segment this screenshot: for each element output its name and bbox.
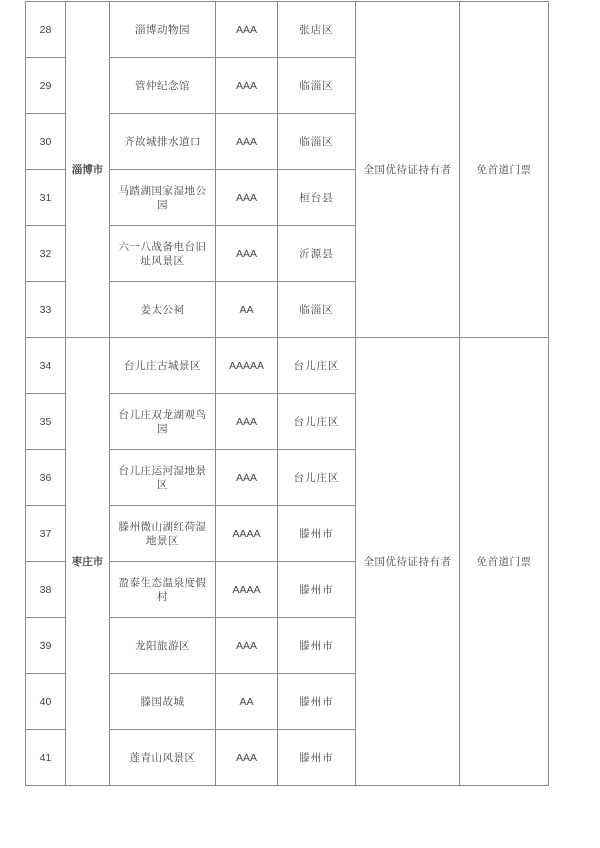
scenic-grade: AAA — [216, 450, 278, 506]
policy-cell: 免首道门票 — [460, 2, 549, 338]
row-number: 37 — [26, 506, 66, 562]
eligible-target-cell: 全国优待证持有者 — [356, 2, 460, 338]
district-cell: 桓台县 — [278, 170, 356, 226]
scenic-grade: AA — [216, 282, 278, 338]
scenic-name: 龙阳旅游区 — [110, 618, 216, 674]
row-number: 28 — [26, 2, 66, 58]
row-number: 39 — [26, 618, 66, 674]
scenic-name: 马踏湖国家湿地公园 — [110, 170, 216, 226]
scenic-name: 齐故城排水道口 — [110, 114, 216, 170]
district-cell: 滕州市 — [278, 618, 356, 674]
district-cell: 临淄区 — [278, 114, 356, 170]
city-cell: 淄博市 — [66, 2, 110, 338]
table-row — [26, 2, 549, 58]
scenic-grade: AAAA — [216, 562, 278, 618]
scenic-grade: AAA — [216, 730, 278, 786]
district-cell: 台儿庄区 — [278, 338, 356, 394]
scenic-grade: AAA — [216, 394, 278, 450]
scenic-name: 台儿庄古城景区 — [110, 338, 216, 394]
scenic-grade: AAAAA — [216, 338, 278, 394]
scenic-name: 六一八战备电台旧址风景区 — [110, 226, 216, 282]
row-number: 40 — [26, 674, 66, 730]
row-number: 41 — [26, 730, 66, 786]
scenic-name: 台儿庄双龙湖观鸟园 — [110, 394, 216, 450]
scenic-name: 姜太公祠 — [110, 282, 216, 338]
scenic-grade: AAA — [216, 226, 278, 282]
row-number: 36 — [26, 450, 66, 506]
scenic-name: 盈泰生态温泉度假村 — [110, 562, 216, 618]
district-cell: 滕州市 — [278, 730, 356, 786]
table-row — [26, 338, 549, 394]
district-cell: 张店区 — [278, 2, 356, 58]
row-number: 38 — [26, 562, 66, 618]
row-number: 30 — [26, 114, 66, 170]
district-cell: 滕州市 — [278, 674, 356, 730]
scenic-name: 滕州微山湖红荷湿地景区 — [110, 506, 216, 562]
district-cell: 沂源县 — [278, 226, 356, 282]
scenic-grade: AAA — [216, 58, 278, 114]
scenic-name: 淄博动物园 — [110, 2, 216, 58]
row-number: 34 — [26, 338, 66, 394]
district-cell: 临淄区 — [278, 58, 356, 114]
row-number: 33 — [26, 282, 66, 338]
district-cell: 台儿庄区 — [278, 450, 356, 506]
district-cell: 滕州市 — [278, 562, 356, 618]
row-number: 35 — [26, 394, 66, 450]
eligible-target-cell: 全国优待证持有者 — [356, 338, 460, 786]
row-number: 31 — [26, 170, 66, 226]
scenic-spots-table — [25, 1, 549, 786]
city-cell: 枣庄市 — [66, 338, 110, 786]
row-number: 32 — [26, 226, 66, 282]
district-cell: 滕州市 — [278, 506, 356, 562]
scenic-name: 管仲纪念馆 — [110, 58, 216, 114]
scenic-grade: AAA — [216, 170, 278, 226]
scenic-name: 台儿庄运河湿地景区 — [110, 450, 216, 506]
row-number: 29 — [26, 58, 66, 114]
policy-cell: 免首道门票 — [460, 338, 549, 786]
scenic-name: 滕国故城 — [110, 674, 216, 730]
scenic-grade: AAAA — [216, 506, 278, 562]
scenic-grade: AAA — [216, 2, 278, 58]
scenic-grade: AA — [216, 674, 278, 730]
scenic-grade: AAA — [216, 114, 278, 170]
district-cell: 临淄区 — [278, 282, 356, 338]
scenic-grade: AAA — [216, 618, 278, 674]
scenic-name: 莲青山风景区 — [110, 730, 216, 786]
district-cell: 台儿庄区 — [278, 394, 356, 450]
